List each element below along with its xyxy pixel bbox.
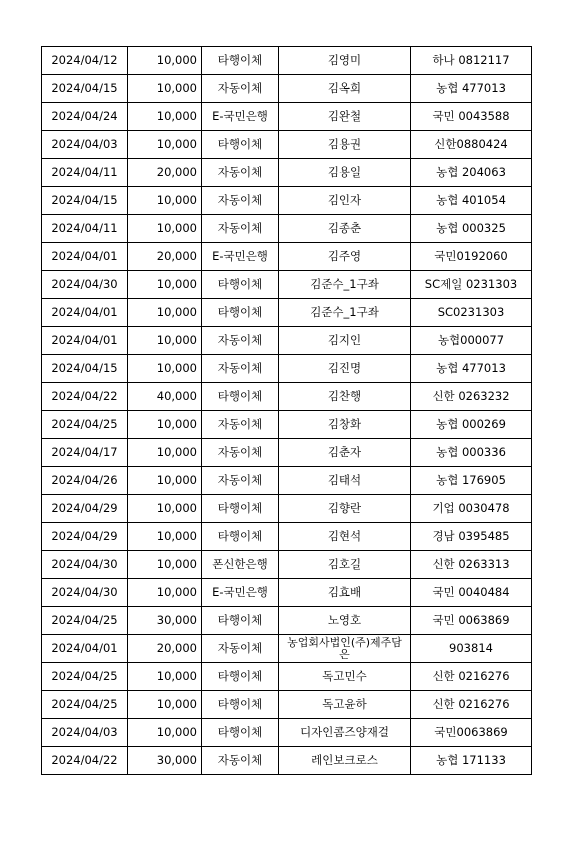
name-cell: 김찬행 xyxy=(279,383,411,411)
table-row xyxy=(42,187,532,215)
method-cell: 자동이체 xyxy=(202,747,279,775)
table-row xyxy=(42,75,532,103)
amount-cell: 10,000 xyxy=(128,271,202,299)
table-row xyxy=(42,103,532,131)
account-cell: 경남 0395485 xyxy=(411,523,532,551)
date-cell: 2024/04/22 xyxy=(42,747,128,775)
table-row xyxy=(42,215,532,243)
date-cell: 2024/04/11 xyxy=(42,159,128,187)
date-cell: 2024/04/25 xyxy=(42,663,128,691)
date-cell: 2024/04/01 xyxy=(42,243,128,271)
method-cell: 자동이체 xyxy=(202,635,279,663)
table-row xyxy=(42,327,532,355)
table-row xyxy=(42,691,532,719)
name-cell: 레인보크로스 xyxy=(279,747,411,775)
account-cell: 농협 000325 xyxy=(411,215,532,243)
name-cell: 독고민수 xyxy=(279,663,411,691)
name-cell: 김지인 xyxy=(279,327,411,355)
name-cell: 김인자 xyxy=(279,187,411,215)
amount-cell: 20,000 xyxy=(128,159,202,187)
table-row xyxy=(42,383,532,411)
method-cell: 자동이체 xyxy=(202,327,279,355)
method-cell: 자동이체 xyxy=(202,159,279,187)
account-cell: 신한 0263232 xyxy=(411,383,532,411)
account-cell: 농협 000336 xyxy=(411,439,532,467)
name-cell: 김용일 xyxy=(279,159,411,187)
table-row xyxy=(42,747,532,775)
method-cell: 타행이체 xyxy=(202,47,279,75)
date-cell: 2024/04/30 xyxy=(42,551,128,579)
name-cell: 디자인콤즈양재걸 xyxy=(279,719,411,747)
amount-cell: 10,000 xyxy=(128,215,202,243)
account-cell: 기업 0030478 xyxy=(411,495,532,523)
method-cell: 타행이체 xyxy=(202,719,279,747)
table-row xyxy=(42,719,532,747)
date-cell: 2024/04/01 xyxy=(42,635,128,663)
name-cell: 김효배 xyxy=(279,579,411,607)
donation-ledger-table xyxy=(41,46,532,775)
table-row xyxy=(42,551,532,579)
method-cell: 타행이체 xyxy=(202,495,279,523)
account-cell: 국민 0063869 xyxy=(411,607,532,635)
method-cell: 타행이체 xyxy=(202,299,279,327)
account-cell: 국민 0043588 xyxy=(411,103,532,131)
table-row xyxy=(42,243,532,271)
amount-cell: 40,000 xyxy=(128,383,202,411)
table-row xyxy=(42,355,532,383)
amount-cell: 10,000 xyxy=(128,523,202,551)
name-cell: 김준수_1구좌 xyxy=(279,271,411,299)
account-cell: SC제일 0231303 xyxy=(411,271,532,299)
amount-cell: 20,000 xyxy=(128,243,202,271)
amount-cell: 10,000 xyxy=(128,691,202,719)
amount-cell: 10,000 xyxy=(128,467,202,495)
name-cell: 김춘자 xyxy=(279,439,411,467)
method-cell: 타행이체 xyxy=(202,691,279,719)
table-row xyxy=(42,411,532,439)
method-cell: 자동이체 xyxy=(202,187,279,215)
name-cell: 김용권 xyxy=(279,131,411,159)
amount-cell: 10,000 xyxy=(128,327,202,355)
amount-cell: 10,000 xyxy=(128,439,202,467)
method-cell: 자동이체 xyxy=(202,215,279,243)
account-cell: 농협000077 xyxy=(411,327,532,355)
table-row xyxy=(42,495,532,523)
date-cell: 2024/04/01 xyxy=(42,327,128,355)
amount-cell: 10,000 xyxy=(128,187,202,215)
amount-cell: 10,000 xyxy=(128,551,202,579)
name-cell: 김종춘 xyxy=(279,215,411,243)
name-cell: 김영미 xyxy=(279,47,411,75)
account-cell: 903814 xyxy=(411,635,532,663)
account-cell: 국민0192060 xyxy=(411,243,532,271)
method-cell: 자동이체 xyxy=(202,467,279,495)
date-cell: 2024/04/30 xyxy=(42,271,128,299)
name-cell: 김태석 xyxy=(279,467,411,495)
amount-cell: 20,000 xyxy=(128,635,202,663)
account-cell: 국민0063869 xyxy=(411,719,532,747)
name-cell: 김향란 xyxy=(279,495,411,523)
date-cell: 2024/04/24 xyxy=(42,103,128,131)
date-cell: 2024/04/26 xyxy=(42,467,128,495)
table-row xyxy=(42,607,532,635)
amount-cell: 10,000 xyxy=(128,495,202,523)
date-cell: 2024/04/03 xyxy=(42,719,128,747)
account-cell: 농협 401054 xyxy=(411,187,532,215)
name-cell: 독고윤하 xyxy=(279,691,411,719)
account-cell: 신한 0216276 xyxy=(411,663,532,691)
method-cell: 타행이체 xyxy=(202,663,279,691)
date-cell: 2024/04/15 xyxy=(42,75,128,103)
account-cell: 농협 000269 xyxy=(411,411,532,439)
account-cell: 농협 176905 xyxy=(411,467,532,495)
method-cell: 자동이체 xyxy=(202,355,279,383)
table-row xyxy=(42,579,532,607)
date-cell: 2024/04/29 xyxy=(42,523,128,551)
account-cell: 농협 477013 xyxy=(411,75,532,103)
method-cell: 자동이체 xyxy=(202,75,279,103)
amount-cell: 10,000 xyxy=(128,103,202,131)
name-cell: 김호길 xyxy=(279,551,411,579)
amount-cell: 10,000 xyxy=(128,131,202,159)
amount-cell: 10,000 xyxy=(128,47,202,75)
table-row xyxy=(42,159,532,187)
account-cell: 국민 0040484 xyxy=(411,579,532,607)
amount-cell: 10,000 xyxy=(128,663,202,691)
table-row xyxy=(42,439,532,467)
date-cell: 2024/04/12 xyxy=(42,47,128,75)
name-cell: 김창화 xyxy=(279,411,411,439)
method-cell: 자동이체 xyxy=(202,411,279,439)
date-cell: 2024/04/11 xyxy=(42,215,128,243)
account-cell: 농협 171133 xyxy=(411,747,532,775)
date-cell: 2024/04/30 xyxy=(42,579,128,607)
date-cell: 2024/04/29 xyxy=(42,495,128,523)
method-cell: 타행이체 xyxy=(202,383,279,411)
account-cell: 신한0880424 xyxy=(411,131,532,159)
method-cell: 타행이체 xyxy=(202,131,279,159)
date-cell: 2024/04/03 xyxy=(42,131,128,159)
account-cell: SC0231303 xyxy=(411,299,532,327)
method-cell: 폰신한은행 xyxy=(202,551,279,579)
account-cell: 농협 204063 xyxy=(411,159,532,187)
amount-cell: 10,000 xyxy=(128,299,202,327)
table-row xyxy=(42,467,532,495)
method-cell: E-국민은행 xyxy=(202,579,279,607)
account-cell: 신한 0216276 xyxy=(411,691,532,719)
table-row xyxy=(42,47,532,75)
name-cell: 노영호 xyxy=(279,607,411,635)
method-cell: E-국민은행 xyxy=(202,103,279,131)
table-row xyxy=(42,523,532,551)
amount-cell: 30,000 xyxy=(128,607,202,635)
name-cell: 김준수_1구좌 xyxy=(279,299,411,327)
method-cell: 타행이체 xyxy=(202,523,279,551)
table-row xyxy=(42,271,532,299)
method-cell: 타행이체 xyxy=(202,607,279,635)
name-cell: 김현석 xyxy=(279,523,411,551)
amount-cell: 10,000 xyxy=(128,75,202,103)
date-cell: 2024/04/01 xyxy=(42,299,128,327)
account-cell: 신한 0263313 xyxy=(411,551,532,579)
date-cell: 2024/04/15 xyxy=(42,187,128,215)
date-cell: 2024/04/25 xyxy=(42,691,128,719)
amount-cell: 10,000 xyxy=(128,719,202,747)
date-cell: 2024/04/15 xyxy=(42,355,128,383)
date-cell: 2024/04/25 xyxy=(42,607,128,635)
name-cell: 김주영 xyxy=(279,243,411,271)
table-row xyxy=(42,635,532,663)
method-cell: E-국민은행 xyxy=(202,243,279,271)
date-cell: 2024/04/25 xyxy=(42,411,128,439)
name-cell: 김완철 xyxy=(279,103,411,131)
amount-cell: 10,000 xyxy=(128,355,202,383)
table-row xyxy=(42,299,532,327)
method-cell: 타행이체 xyxy=(202,271,279,299)
method-cell: 자동이체 xyxy=(202,439,279,467)
date-cell: 2024/04/17 xyxy=(42,439,128,467)
account-cell: 농협 477013 xyxy=(411,355,532,383)
amount-cell: 30,000 xyxy=(128,747,202,775)
account-cell: 하나 0812117 xyxy=(411,47,532,75)
name-cell: 농업회사법인(주)제주담은 xyxy=(279,635,411,663)
name-cell: 김진명 xyxy=(279,355,411,383)
ledger-body xyxy=(42,47,532,775)
name-cell: 김옥희 xyxy=(279,75,411,103)
table-row xyxy=(42,131,532,159)
table-row xyxy=(42,663,532,691)
date-cell: 2024/04/22 xyxy=(42,383,128,411)
amount-cell: 10,000 xyxy=(128,411,202,439)
amount-cell: 10,000 xyxy=(128,579,202,607)
